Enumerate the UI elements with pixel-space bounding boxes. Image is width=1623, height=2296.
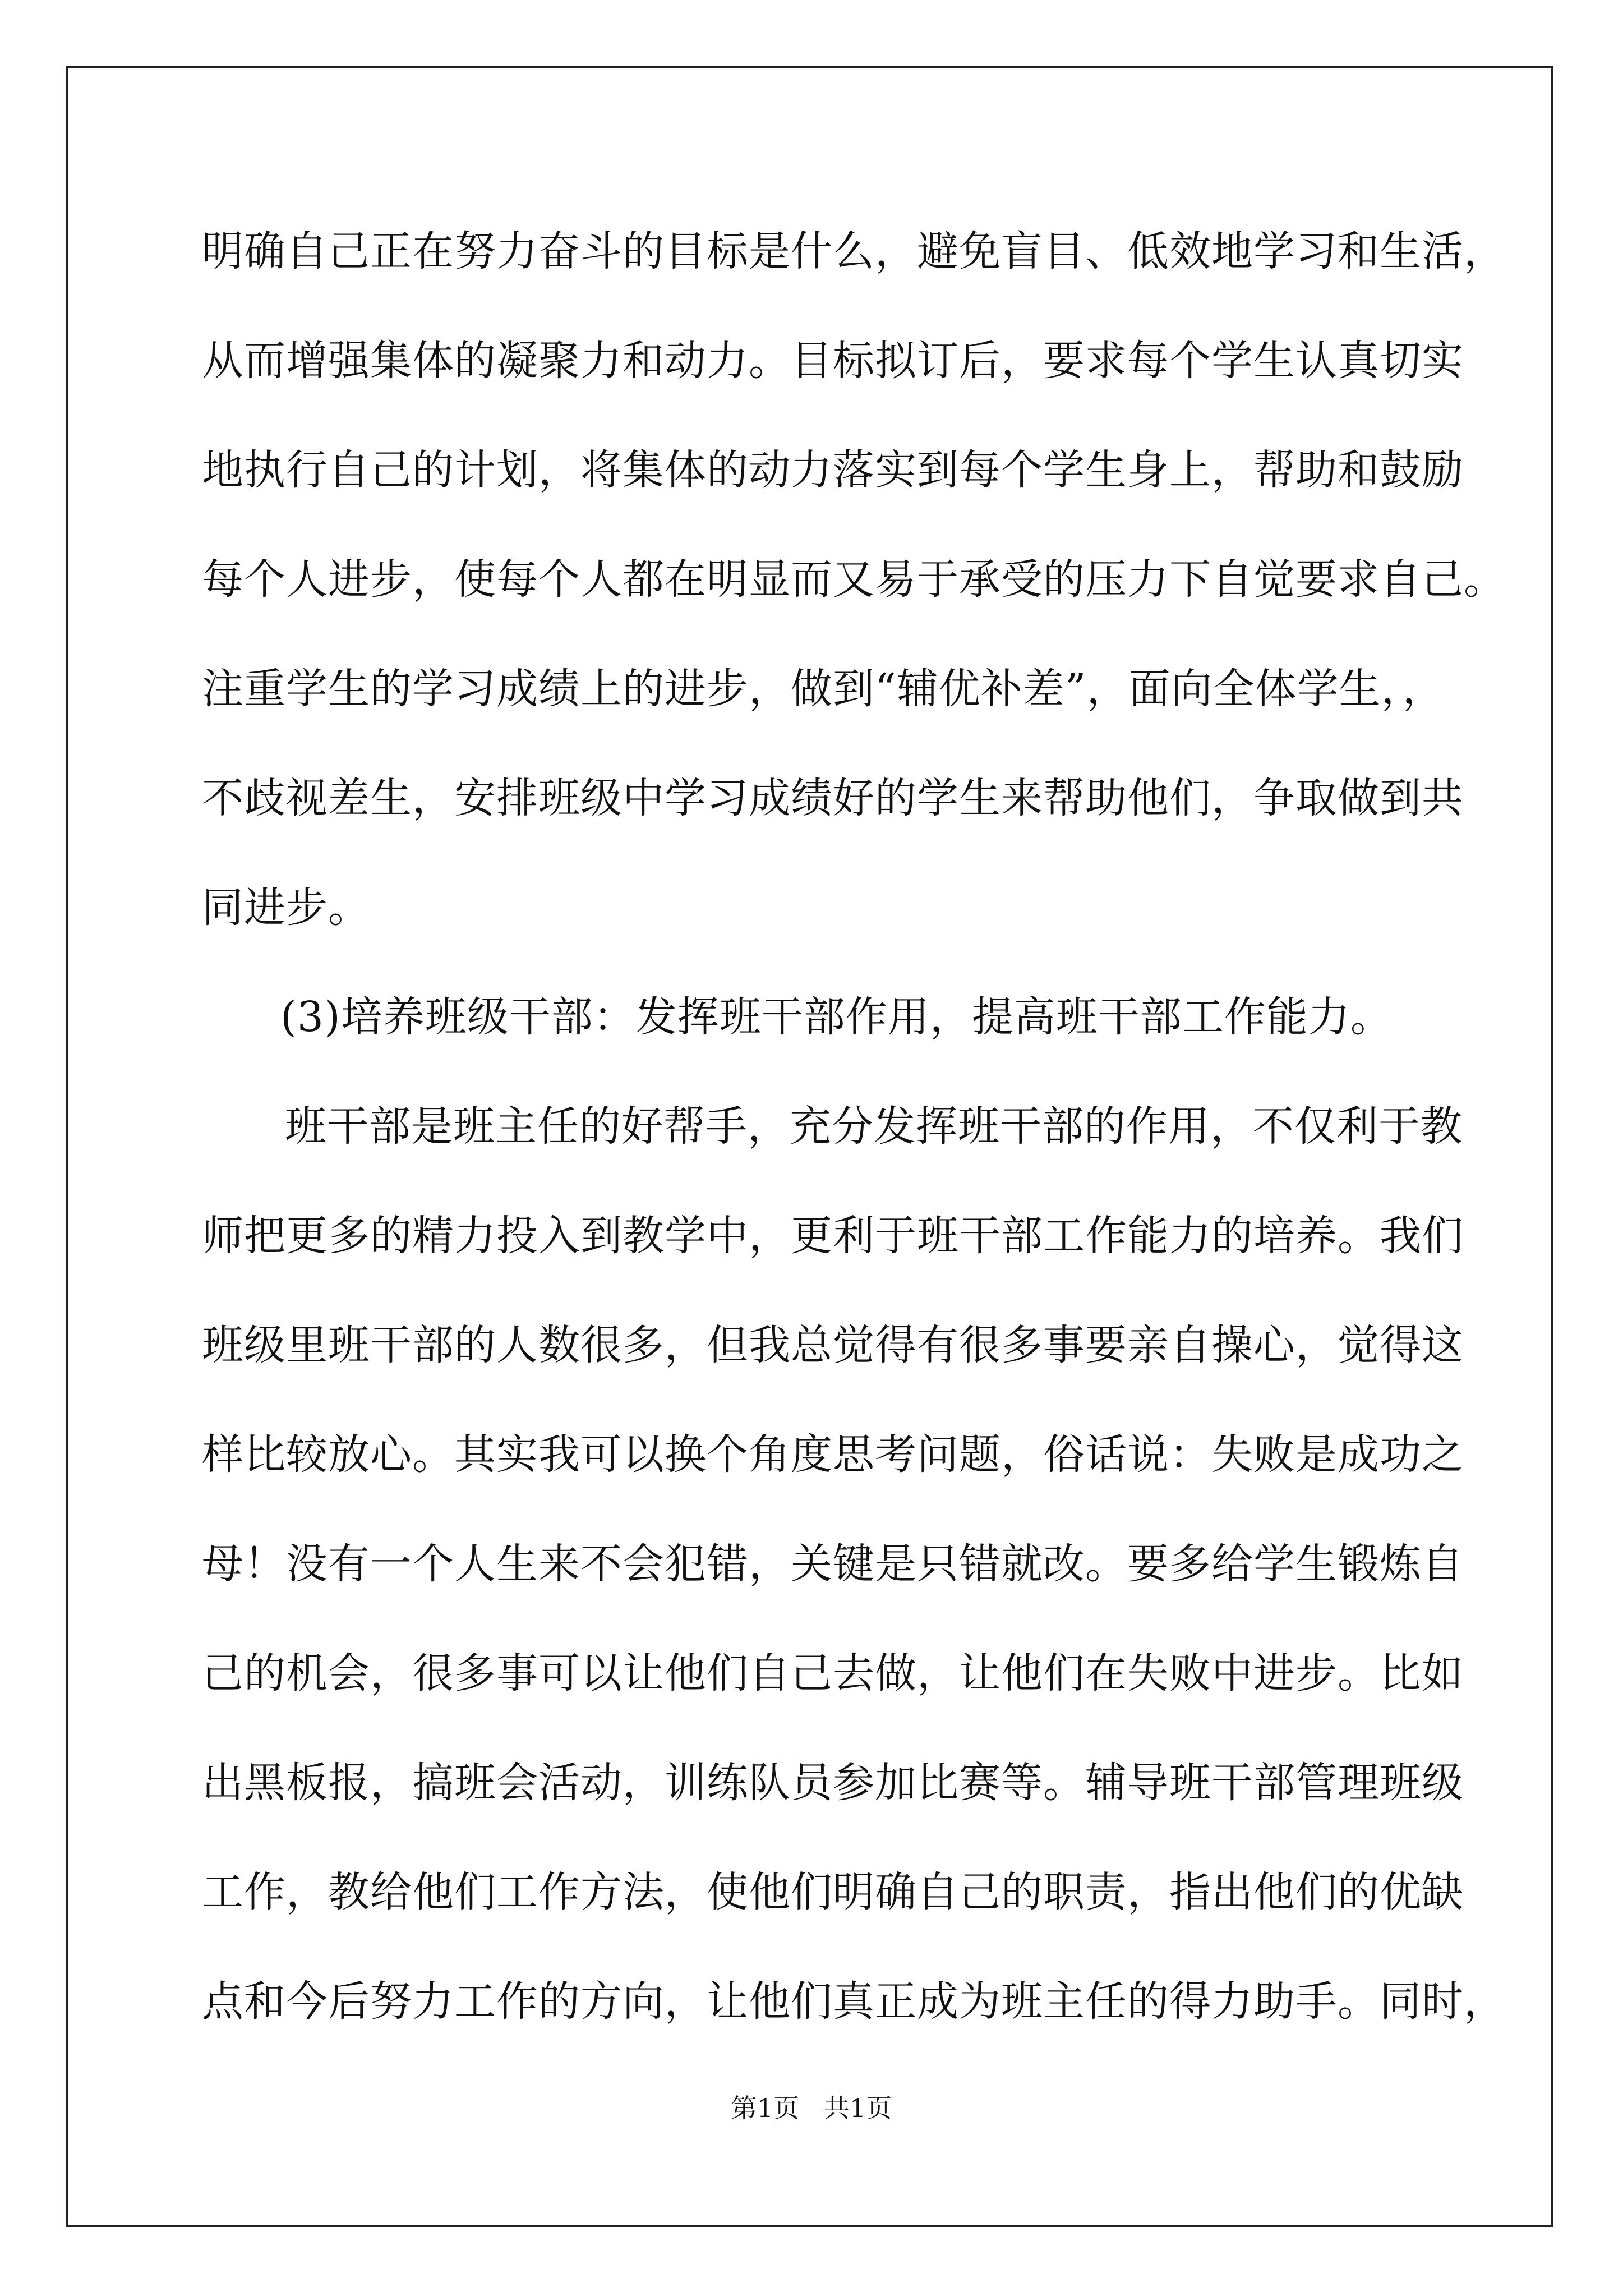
- text-line: 不歧视差生，安排班级中学习成绩好的学生来帮助他们，争取做到共: [202, 774, 1464, 822]
- text-line: 明确自己正在努力奋斗的目标是什么，避免盲目、低效地学习和生活，: [202, 227, 1506, 275]
- text-line: 同进步。: [202, 884, 370, 932]
- text-line: 班干部是班主任的好帮手，充分发挥班干部的作用，不仅利于教: [285, 1102, 1463, 1151]
- text-line: 样比较放心。其实我可以换个角度思考问题，俗话说：失败是成功之: [202, 1430, 1464, 1479]
- text-line: 母！没有一个人生来不会犯错，关键是只错就改。要多给学生锻炼自: [202, 1540, 1464, 1588]
- page-number-footer: 第1页 共1页: [731, 2093, 892, 2123]
- text-line: 出黑板报，搞班会活动，训练队员参加比赛等。辅导班干部管理班级: [202, 1759, 1464, 1807]
- text-line: 师把更多的精力投入到教学中，更利于班干部工作能力的培养。我们: [202, 1212, 1464, 1260]
- text-line: 从而增强集体的凝聚力和动力。目标拟订后，要求每个学生认真切实: [202, 337, 1464, 385]
- section-heading: (3)培养班级干部：发挥班干部作用，提高班干部工作能力。: [280, 993, 1393, 1041]
- text-line: 注重学生的学习成绩上的进步，做到“辅优补差”，面向全体学生，，: [202, 665, 1445, 713]
- text-line: 工作，教给他们工作方法，使他们明确自己的职责，指出他们的优缺: [202, 1868, 1464, 1916]
- text-line: 地执行自己的计划，将集体的动力落实到每个学生身上，帮助和鼓励: [202, 446, 1464, 494]
- text-line: 每个人进步，使每个人都在明显而又易于承受的压力下自觉要求自己。: [202, 555, 1506, 604]
- text-line: 己的机会，很多事可以让他们自己去做，让他们在失败中进步。比如: [202, 1649, 1464, 1697]
- text-line: 班级里班干部的人数很多，但我总觉得有很多事要亲自操心，觉得这: [202, 1321, 1464, 1369]
- text-line: 点和今后努力工作的方向，让他们真正成为班主任的得力助手。同时，: [202, 1977, 1506, 2026]
